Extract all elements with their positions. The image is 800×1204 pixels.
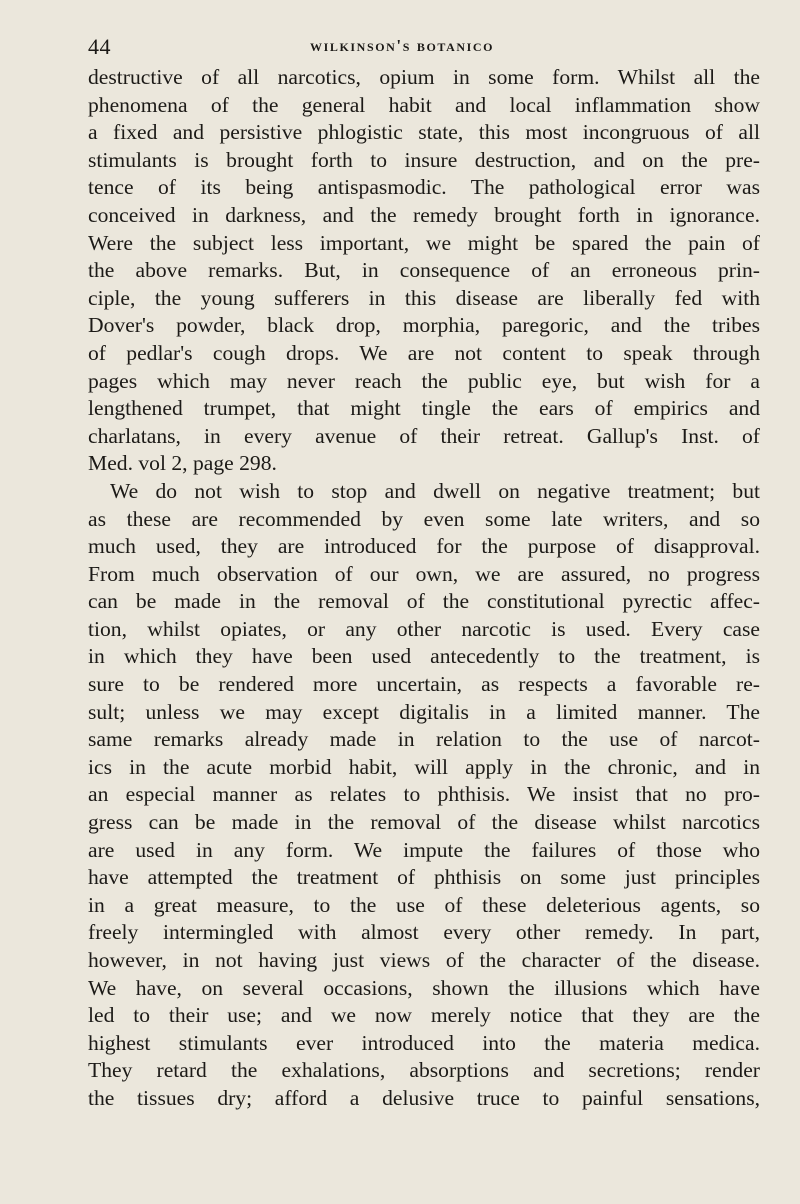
text-line: the above remarks. But, in consequence of an erroneous prin- [88, 258, 760, 283]
page-number: 44 [88, 34, 111, 59]
text-line: charlatans, in every avenue of their retreat. Gallup's Inst. of [88, 423, 760, 448]
text-line: have attempted the treatment of phthisis on some just principles [88, 865, 760, 890]
text-line: From much observation of our own, we are assured, no progress [88, 561, 760, 586]
running-title: wilkinson's botanico [310, 36, 495, 55]
text-line: tion, whilst opiates, or any other narcotic is used. Every case [88, 616, 760, 641]
text-line: gress can be made in the removal of the disease whilst narcotics [88, 810, 760, 835]
text-line: a fixed and persistive phlogistic state, this most incongruous of all [88, 120, 760, 145]
text-line: We have, on several occasions, shown the illusions which have [88, 975, 760, 1000]
text-line: are used in any form. We impute the failures of those who [88, 837, 760, 862]
text-line: Were the subject less important, we might be spared the pain of [88, 230, 760, 255]
text-line: can be made in the removal of the constitutional pyrectic affec- [88, 589, 760, 614]
text-line: freely intermingled with almost every other remedy. In part, [88, 920, 760, 945]
text-line: same remarks already made in relation to the use of narcot- [88, 727, 760, 752]
text-line: pages which may never reach the public eye, but wish for a [88, 368, 760, 393]
text-line: Med. vol 2, page 298. [88, 451, 277, 476]
text-line: in a great measure, to the use of these deleterious agents, so [88, 892, 760, 917]
text-line: We do not wish to stop and dwell on negative treatment; but [110, 478, 760, 503]
text-line: destructive of all narcotics, opium in some form. Whilst all the [88, 65, 760, 89]
text-line: the tissues dry; afford a delusive truce to painful sensations, [88, 1085, 760, 1110]
text-line: ics in the acute morbid habit, will apply in the chronic, and in [88, 754, 760, 779]
text-line: stimulants is brought forth to insure destruction, and on the pre- [88, 147, 760, 172]
running-head [88, 34, 760, 60]
body-text [88, 64, 760, 1113]
text-line: tence of its being antispasmodic. The pathological error was [88, 175, 760, 200]
text-line: highest stimulants ever introduced into the materia medica. [88, 1030, 760, 1055]
text-line: an especial manner as relates to phthisis. We insist that no pro- [88, 782, 760, 807]
text-line: conceived in darkness, and the remedy brought forth in ignorance. [88, 202, 760, 227]
text-line: in which they have been used antecedently to the treatment, is [88, 644, 760, 669]
text-line: Dover's powder, black drop, morphia, paregoric, and the tribes [88, 313, 760, 338]
text-line: phenomena of the general habit and local inflammation show [88, 92, 760, 117]
text-line: much used, they are introduced for the purpose of disapproval. [88, 534, 760, 559]
text-line: sure to be rendered more uncertain, as respects a favorable re- [88, 672, 760, 697]
text-line: led to their use; and we now merely notice that they are the [88, 1003, 760, 1028]
text-line: of pedlar's cough drops. We are not content to speak through [88, 340, 760, 365]
text-line: sult; unless we may except digitalis in a limited manner. The [88, 699, 760, 724]
text-line: as these are recommended by even some late writers, and so [88, 506, 760, 531]
text-line: They retard the exhalations, absorptions and secretions; render [88, 1058, 760, 1083]
text-line: lengthened trumpet, that might tingle the ears of empirics and [88, 396, 760, 421]
text-line: ciple, the young sufferers in this disease are liberally fed with [88, 285, 760, 310]
text-line: however, in not having just views of the character of the disease. [88, 948, 760, 972]
